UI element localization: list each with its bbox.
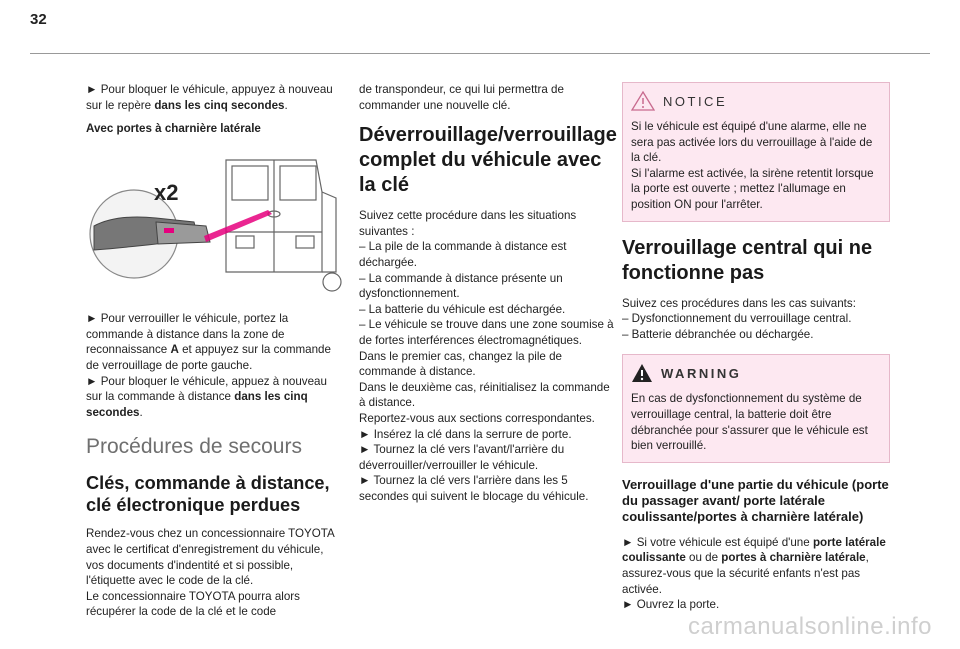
heading-verrouillage-central: Verrouillage central qui ne fonctionne pas: [622, 236, 873, 284]
heading-deverrouillage: Déverrouillage/verrouillage complet du véhicule avec la clé: [359, 124, 617, 197]
press-twice-label: x2: [154, 180, 179, 206]
warning-title: WARNING: [661, 365, 742, 381]
notice-warning-triangle-icon: [631, 91, 655, 111]
notice-text: Si le véhicule est équipé d'une alarme, elle ne sera pas activée lors du verrouillage à l'aide de la clé. Si l'alarme est activée, la sirène retentit lorsque la porte est ouverte ; mettez l'allumage en position ON pour l'arrêter.: [631, 120, 874, 211]
section-title: Procédures de secours: [86, 435, 302, 459]
notice-title: NOTICE: [663, 93, 728, 109]
paragraph-securite-enfants: ► Si votre véhicule est équipé d'une porte latérale coulissante ou de portes à charnière latérale, assurez-vous que la sécurité enfants n'est pas activée. ► Ouvrez la porte.: [622, 535, 886, 612]
paragraph-procedure: Suivez cette procédure dans les situations suivantes : – La pile de la commande à distance est déchargée. – La commande à distance présente un dysfonctionnement. – La batterie du véhicule est déchargée. – Le véhicule se trouve dans une zone soumise à de fortes interférences électromagnétiques. Dans le premier cas, changez la pile de commande à distance. Dans le deuxième cas, réinitialisez la commande à distance. Reportez-vous aux sections correspondantes. ► Insérez la clé dans la serrure de porte. ► Tournez la clé vers l'avant/l'arrière du déverrouiller/verrouiller le véhicule. ► Tournez la clé vers l'arrière dans les 5 secondes qui suivent le blocage du véhicule.: [359, 209, 614, 503]
paragraph-verrouiller: ► Pour verrouiller le véhicule, portez la commande à distance dans la zone de reconnaissance A et appuyez sur la commande de verrouillage de porte gauche. ► Pour bloquer le véhicule, appuez à nouveau sur la commande à distance dans les cinq secondes.: [86, 312, 331, 419]
subheading-portes-charniere: Avec portes à charnière latérale: [86, 122, 261, 136]
rear-door-key-illustration: [86, 152, 342, 292]
column-3: [622, 82, 890, 621]
warning-box: [622, 354, 890, 462]
paragraph-bloquer: ► Pour bloquer le véhicule, appuyez à nouveau sur le repère dans les cinq secondes.: [86, 83, 333, 112]
paragraph-transpondeur: de transpondeur, ce qui lui permettra de commander une nouvelle clé.: [359, 83, 564, 112]
heading-verrouillage-partie: Verrouillage d'une partie du véhicule (porte du passager avant/ porte latérale coulissante/portes à charnière latérale): [622, 476, 889, 524]
notice-box: [622, 82, 890, 222]
warning-triangle-icon: [631, 363, 653, 383]
column-2: [359, 82, 615, 512]
header-rule: [30, 53, 930, 54]
heading-cles-perdues: Clés, commande à distance, clé électronique perdues: [86, 473, 330, 516]
paragraph-cas-suivants: Suivez ces procédures dans les cas suivants: – Dysfonctionnement du verrouillage central. – Batterie débranchée ou déchargée.: [622, 296, 856, 341]
column-1: [86, 82, 342, 628]
warning-text: En cas de dysfonctionnement du système de verrouillage central, la batterie doit être débranchée pour s'assurer que le véhicule est bien verrouillé.: [631, 392, 868, 453]
paragraph-concessionnaire: Rendez-vous chez un concessionnaire TOYOTA avec le certificat d'enregistrement du véhicule, vos documents d'indentité et si possible, l'étiquette avec le code de la clé. Le concessionnaire TOYOTA pourra alors récupérer la code de la clé et le code: [86, 527, 335, 619]
watermark: carmanualsonline.info: [688, 613, 932, 640]
page-number: 32: [30, 11, 47, 28]
